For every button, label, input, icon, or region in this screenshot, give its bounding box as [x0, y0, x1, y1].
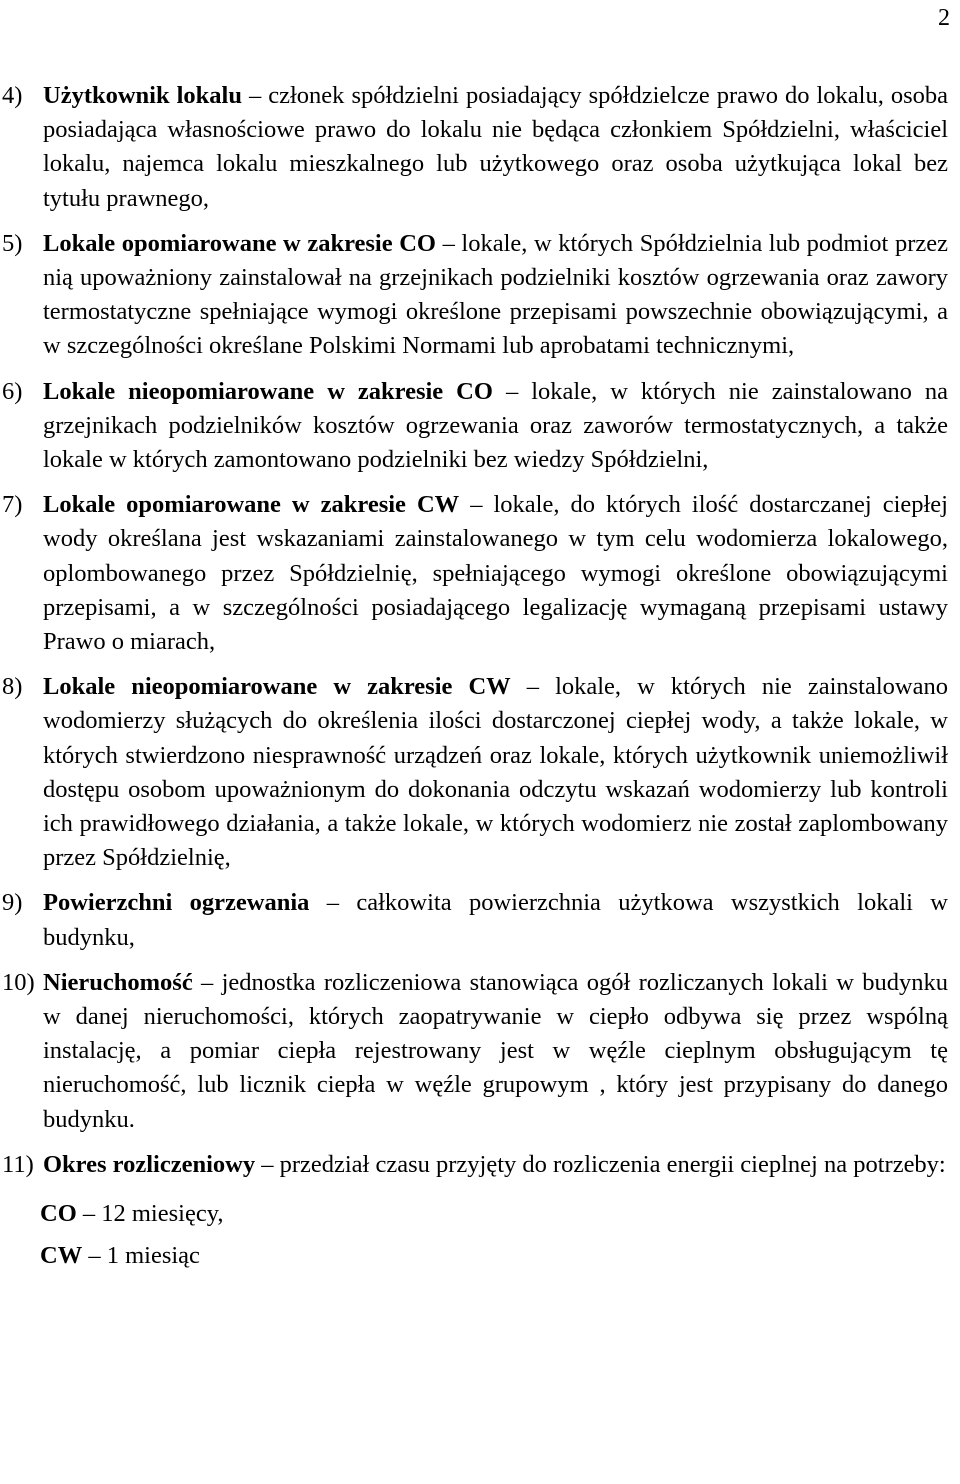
item-number: 5): [2, 229, 23, 257]
item-number: 11): [2, 1150, 34, 1178]
list-item: [0, 966, 960, 1137]
sub-item-cw: [40, 1239, 960, 1273]
item-number: 6): [2, 377, 23, 405]
definition-term: Lokale opomiarowane w zakresie CW: [43, 491, 460, 519]
list-item: [0, 79, 960, 216]
list-item: [0, 670, 960, 875]
list-item: [0, 227, 960, 364]
definition-term: Nieruchomość: [43, 968, 193, 996]
list-item: [0, 488, 960, 659]
definition-text: – przedział czasu przyjęty do rozliczenia energii cieplnej na potrzeby:: [255, 1150, 946, 1178]
item-number: 4): [2, 82, 23, 109]
definition-term: Lokale nieopomiarowane w zakresie CO: [43, 377, 493, 405]
page-number: 2: [938, 5, 950, 31]
definition-text: – członek spółdzielni posiadający spółdzielcze prawo do lokalu, osoba posiadająca własnościowe prawo do lokalu nie będąca członkiem Spółdzielni, właściciel lokalu, najemca lokalu mieszkalnego lub użytkowego oraz osoba użytkująca lokal bez tytułu prawnego,: [43, 82, 948, 212]
list-item: [0, 375, 960, 478]
sub-item-co: [40, 1197, 960, 1231]
sub-item-text: – 1 miesiąc: [82, 1242, 200, 1270]
definition-term: Lokale opomiarowane w zakresie CO: [43, 229, 436, 257]
definition-text: – lokale, w których nie zainstalowano na grzejnikach podzielników kosztów ogrzewania oraz zaworów termostatycznych, a także lokale w których zamontowano podzielniki bez wiedzy Spółdzielni,: [43, 377, 948, 474]
sub-item-key: CO: [40, 1200, 77, 1228]
item-number: 10): [2, 968, 35, 996]
definition-term: Powierzchni ogrzewania: [43, 889, 310, 917]
definition-term: Okres rozliczeniowy: [43, 1150, 256, 1178]
sub-item-key: CW: [40, 1242, 83, 1270]
definition-text: – całkowita powierzchnia użytkowa wszystkich lokali w budynku,: [43, 889, 948, 951]
definition-text: – jednostka rozliczeniowa stanowiąca ogół rozliczanych lokali w budynku w danej nieruchomości, których zaopatrywanie w ciepło odbywa się przez wspólną instalację, a pomiar ciepła rejestrowany jest w węźle cieplnym obsługującym tę nieruchomość, lub licznik ciepła w węźle grupowym , który jest przypisany do danego budynku.: [43, 968, 948, 1133]
definition-term: Użytkownik lokalu: [43, 82, 242, 109]
definition-term: Lokale nieopomiarowane w zakresie CW: [43, 673, 511, 701]
list-item: [0, 1148, 960, 1182]
item-number: 8): [2, 673, 23, 701]
definition-text: – lokale, do których ilość dostarczanej ciepłej wody określana jest wskazaniami zainstalowanego w tym celu wodomierza lokalowego, oplombowanego przez Spółdzielnię, spełniającego wymogi określone obowiązującymi przepisami, a w szczególności posiadającego legalizację wymaganą przepisami ustawy Prawo o miarach,: [43, 491, 948, 656]
list-item: [0, 886, 960, 954]
definitions-list: [0, 79, 960, 1273]
sub-item-text: – 12 miesięcy,: [76, 1200, 224, 1228]
item-number: 7): [2, 491, 23, 519]
definition-text: – lokale, w których nie zainstalowano wodomierzy służących do określenia ilości dostarczonej ciepłej wody, a także lokale, w których stwierdzono niesprawność urządzeń oraz lokale, których użytkownik uniemożliwił dostępu osobom upoważnionym do dokonania odczytu wskazań wodomierzy lub kontroli ich prawidłowego działania, a także lokale, w których wodomierz nie został zaplombowany przez Spółdzielnię,: [43, 673, 948, 872]
item-number: 9): [2, 889, 23, 917]
definition-text: – lokale, w których Spółdzielnia lub podmiot przez nią upoważniony zainstalował na grzejnikach podzielniki kosztów ogrzewania oraz zawory termostatyczne spełniające wymogi określone przepisami powszechnie obowiązującymi, a w szczególności określane Polskimi Normami lub aprobatami technicznymi,: [43, 229, 948, 360]
settlement-periods: [0, 1197, 960, 1273]
